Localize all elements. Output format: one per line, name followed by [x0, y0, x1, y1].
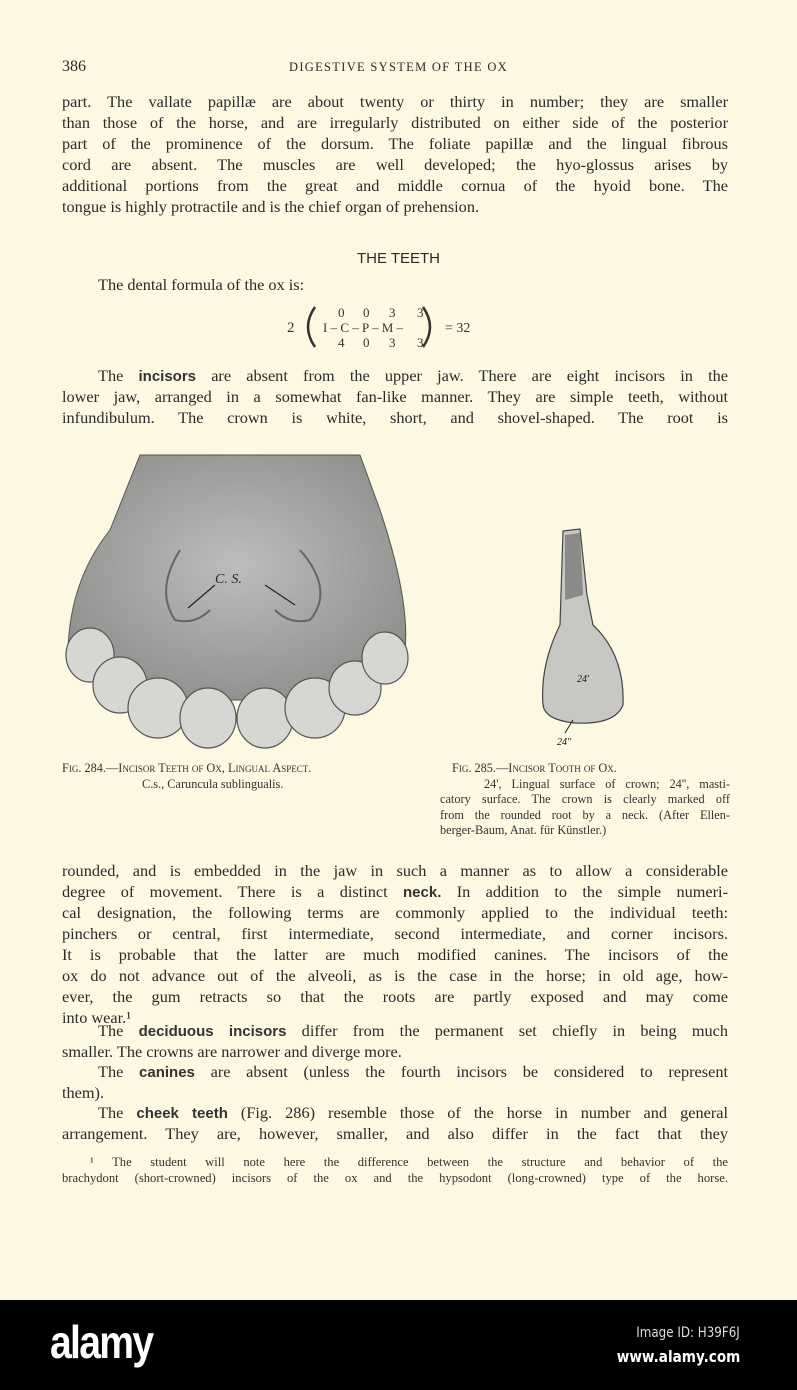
text-line [62, 944, 728, 965]
text-segment: additional portions from the great and middle cornua of the hyoid bone. The [62, 176, 728, 195]
formula-bottom-c: 0 [363, 335, 370, 350]
text-segment: part of the prominence of the dorsum. The foliate papillæ and the lingual fibrous [62, 134, 728, 153]
text-segment: part. The vallate papillæ are about twenty or thirty in number; they are smaller [62, 92, 728, 111]
footnote-line: ¹ The student will note here the difference between the structure and behavior of the [90, 1155, 728, 1169]
formula-top-m: 3 [417, 305, 424, 320]
bold-term: neck. [403, 884, 442, 901]
text-segment: It is probable that the latter are much modified canines. The incisors of the [62, 945, 728, 964]
figure-285-caption-line: 24', Lingual surface of crown; 24'', masti- [484, 776, 730, 791]
text-line [62, 133, 728, 154]
text-segment: them). [62, 1083, 105, 1102]
text-line [62, 1020, 728, 1041]
text-line [62, 196, 728, 217]
paragraph-cheek-teeth [62, 1102, 728, 1144]
text-line [62, 1041, 728, 1062]
left-paren [308, 307, 315, 347]
formula-top-p: 3 [389, 305, 396, 320]
text-line [62, 986, 728, 1007]
text-segment: differ from the permanent set chiefly in being much [286, 1021, 728, 1040]
figure-285-caption-title: Fig. 285.—Incisor Tooth of Ox. [452, 761, 617, 775]
text-line [62, 112, 728, 133]
formula-result: = 32 [445, 321, 471, 336]
figure-284-label: C. S. [215, 572, 242, 587]
text-line [62, 91, 728, 112]
bold-term: canines [139, 1064, 195, 1081]
figure-284-caption [62, 761, 412, 792]
text-segment: ox do not advance out of the alveoli, as is the case in the horse; in old age, how- [62, 966, 728, 985]
text-line [62, 175, 728, 196]
text-segment: are absent from the upper jaw. There are eight incisors in the [196, 366, 728, 385]
text-segment: rounded, and is embedded in the jaw in such a manner as to allow a considerable [62, 861, 728, 880]
alamy-url: www.alamy.com [616, 1347, 740, 1366]
formula-intro-text: The dental formula of the ox is: [98, 275, 305, 294]
text-segment: lower jaw, arranged in a somewhat fan-like manner. They are simple teeth, without [62, 387, 728, 406]
figure-284-caption-title: Fig. 284.—Incisor Teeth of Ox, Lingual Aspect. [62, 761, 312, 775]
text-segment: In addition to the simple numeri- [441, 882, 728, 901]
text-line [62, 407, 728, 428]
paragraph-incisors-continued [62, 860, 728, 1028]
formula-top-i: 0 [338, 305, 345, 320]
figure-285-caption-line: from the rounded root by a neck. (After Ellen- [440, 807, 730, 822]
text-line [62, 860, 728, 881]
image-id: Image ID: H39F6J [636, 1325, 740, 1341]
formula-bottom-m: 3 [417, 335, 424, 350]
text-segment: arrangement. They are, however, smaller, and also differ in the fact that they [62, 1124, 728, 1143]
formula-bottom-i: 4 [338, 335, 345, 350]
bold-term: deciduous incisors [138, 1023, 287, 1040]
text-line [62, 1082, 728, 1103]
text-segment: pinchers or central, first intermediate, second intermediate, and corner incisors. [62, 924, 728, 943]
text-segment: are absent (unless the fourth incisors be considered to represent [194, 1062, 728, 1081]
text-line [62, 154, 728, 175]
text-line [62, 881, 728, 902]
text-segment: ever, the gum retracts so that the roots are partly exposed and may come [62, 987, 728, 1006]
figure-285-label-masticatory: 24'' [557, 737, 572, 748]
figure-284-incisor-teeth [60, 450, 415, 750]
text-line [62, 1123, 728, 1144]
paragraph-vallate-papillae [62, 91, 728, 217]
text-segment: infundibulum. The crown is white, short, and shovel-shaped. The root is [62, 408, 728, 427]
figure-284-caption-text: C.s., Caruncula sublingualis. [142, 776, 284, 791]
footnote [62, 1154, 728, 1186]
bold-term: incisors [138, 368, 197, 385]
text-line [62, 1102, 728, 1123]
figure-285-label-lingual: 24' [577, 674, 590, 685]
text-line [62, 1061, 728, 1082]
formula-intro [62, 274, 728, 295]
page-number: 386 [62, 58, 86, 75]
text-segment: cal designation, the following terms are commonly applied to the individual teeth: [62, 903, 728, 922]
text-segment: degree of movement. There is a distinct [62, 882, 403, 901]
text-segment: smaller. The crowns are narrower and diverge more. [62, 1042, 402, 1061]
section-title: THE TEETH [356, 250, 441, 267]
figure-285-caption-line: berger-Baum, Anat. für Künstler.) [440, 823, 607, 837]
figure-285-caption-line: catory surface. The crown is clearly marked off [440, 792, 730, 806]
paragraph-deciduous-incisors [62, 1020, 728, 1062]
text-line [62, 902, 728, 923]
text-segment: The [98, 1021, 139, 1040]
text-segment: (Fig. 286) resemble those of the horse in number and general [227, 1103, 728, 1122]
text-segment: cord are absent. The muscles are well developed; the hyo-glossus arises by [62, 155, 728, 174]
figure-285-caption [440, 761, 730, 839]
paragraph-incisors [62, 365, 728, 428]
formula-multiplier: 2 [287, 320, 295, 336]
text-segment: The [98, 1062, 140, 1081]
text-segment: tongue is highly protractile and is the chief organ of prehension. [62, 197, 480, 216]
text-line [62, 386, 728, 407]
footnote-line: brachydont (short-crowned) incisors of the ox and the hypsodont (long-crowned) type of the horse. [62, 1171, 728, 1185]
running-title: DIGESTIVE SYSTEM OF THE OX [289, 60, 508, 74]
text-line [62, 365, 728, 386]
text-segment: than those of the horse, and are irregularly distributed on either side of the posterior [62, 113, 728, 132]
figure-285-incisor-tooth [535, 525, 635, 750]
formula-middle: I – C – P – M – [323, 320, 404, 335]
formula-bottom-p: 3 [389, 335, 396, 350]
dental-formula-svg [285, 303, 505, 351]
right-paren [423, 307, 430, 347]
formula-top-c: 0 [363, 305, 370, 320]
text-segment: into wear.¹ [62, 1008, 132, 1027]
text-segment: The [98, 366, 139, 385]
text-line [62, 923, 728, 944]
alamy-logo: alamy [50, 1316, 153, 1368]
text-segment: The [98, 1103, 137, 1122]
paragraph-canines [62, 1061, 728, 1103]
bold-term: cheek teeth [136, 1105, 228, 1122]
dental-formula [285, 303, 505, 356]
text-line [62, 965, 728, 986]
